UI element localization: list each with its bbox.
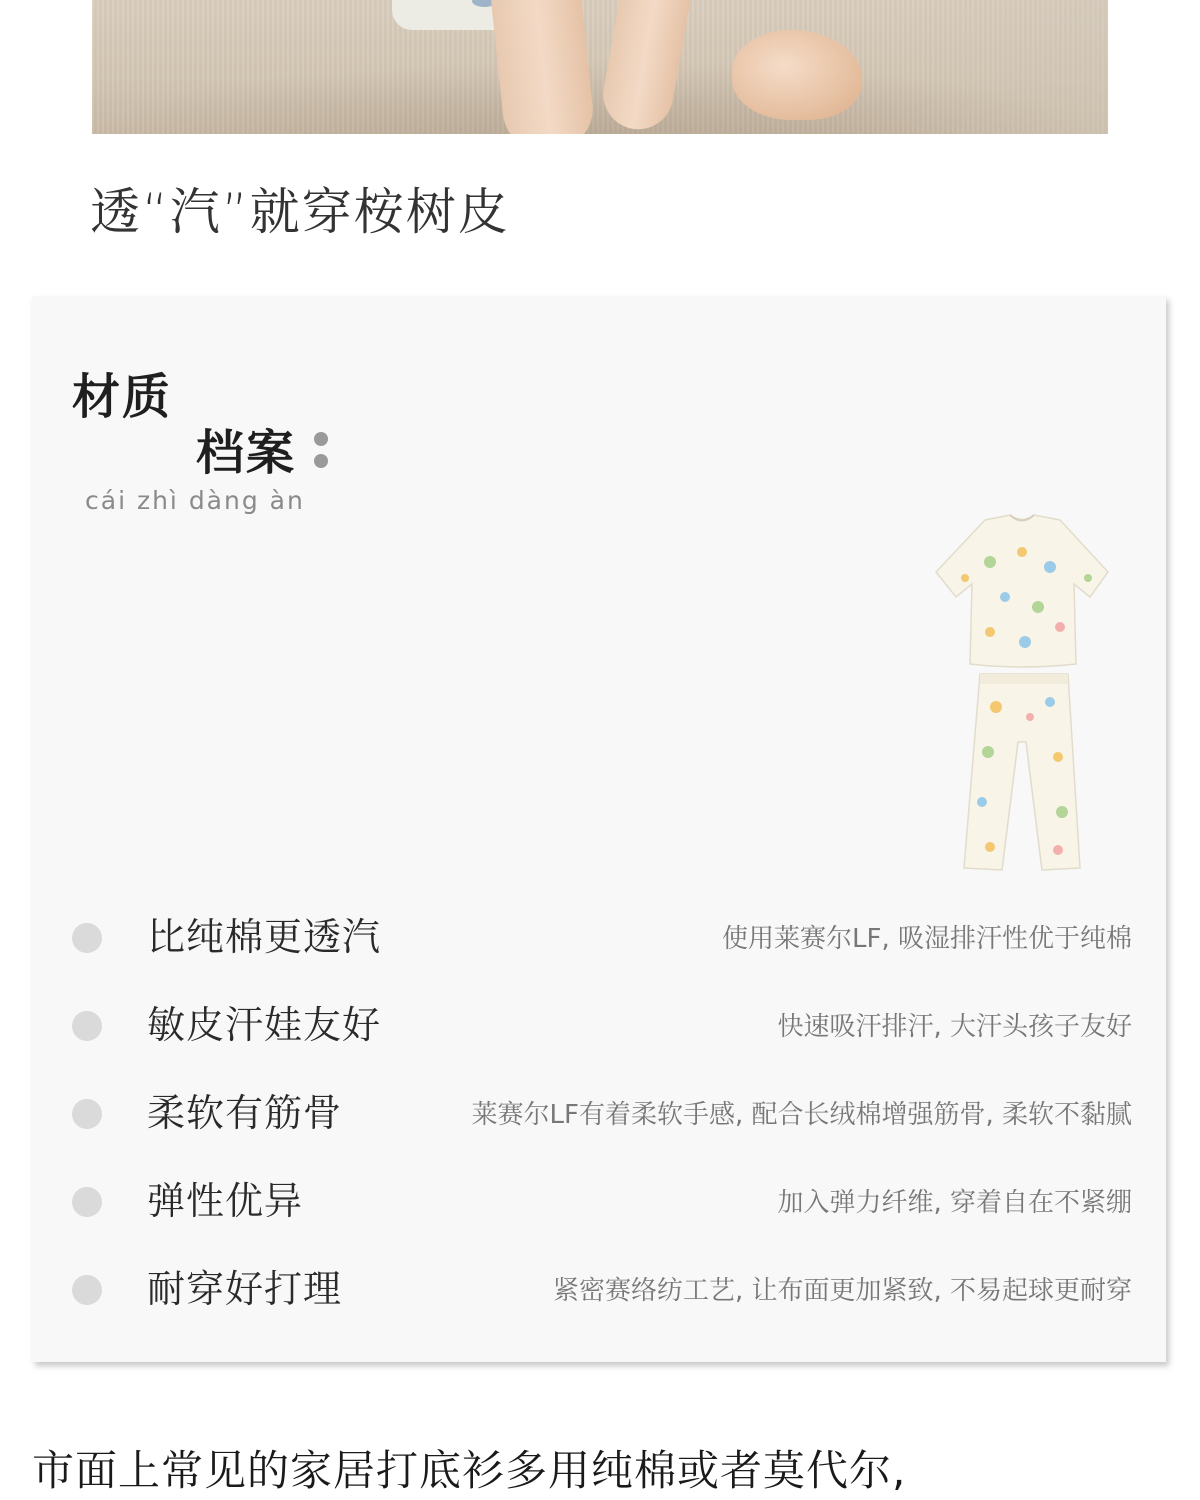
feature-desc: 紧密赛络纺工艺, 让布面更加紧致, 不易起球更耐穿: [552, 1276, 1132, 1306]
bullet-dot-icon: [72, 923, 102, 953]
slogan-heading: 透“汽”就穿桉树皮: [90, 183, 510, 241]
feature-name: 柔软有筋骨: [147, 1091, 343, 1135]
child-leg: [487, 0, 596, 134]
feature-item: [72, 994, 1132, 1054]
bullet-dot-icon: [72, 1011, 102, 1041]
feature-name: 弹性优异: [147, 1179, 304, 1223]
feature-desc: 莱赛尔LF有着柔软手感, 配合长绒棉增强筋骨, 柔软不黏腻: [471, 1100, 1132, 1130]
hero-photo: [92, 0, 1108, 134]
body-paragraph: 市面上常见的家居打底衫多用纯棉或者莫代尔,: [32, 1446, 907, 1495]
feature-name: 比纯棉更透汽: [147, 915, 382, 959]
feature-item: [72, 906, 1132, 966]
feature-desc: 快速吸汗排汗, 大汗头孩子友好: [777, 1012, 1132, 1042]
feature-desc: 使用莱赛尔LF, 吸湿排汗性优于纯棉: [722, 924, 1132, 954]
feature-name: 敏皮汗娃友好: [147, 1003, 382, 1047]
card-title-pinyin: cái zhì dàng àn: [85, 486, 305, 515]
pajama-set-image: [930, 512, 1115, 874]
bullet-dot-icon: [72, 1099, 102, 1129]
feature-item: [72, 1170, 1132, 1230]
feature-name: 耐穿好打理: [147, 1267, 343, 1311]
card-title-line1: 材质: [72, 369, 173, 425]
bullet-dot-icon: [72, 1275, 102, 1305]
card-title-line2: 档案: [196, 425, 297, 481]
feature-item: [72, 1082, 1132, 1142]
bullet-dot-icon: [72, 1187, 102, 1217]
feature-item: [72, 1258, 1132, 1318]
feature-desc: 加入弹力纤维, 穿着自在不紧绷: [777, 1188, 1132, 1218]
